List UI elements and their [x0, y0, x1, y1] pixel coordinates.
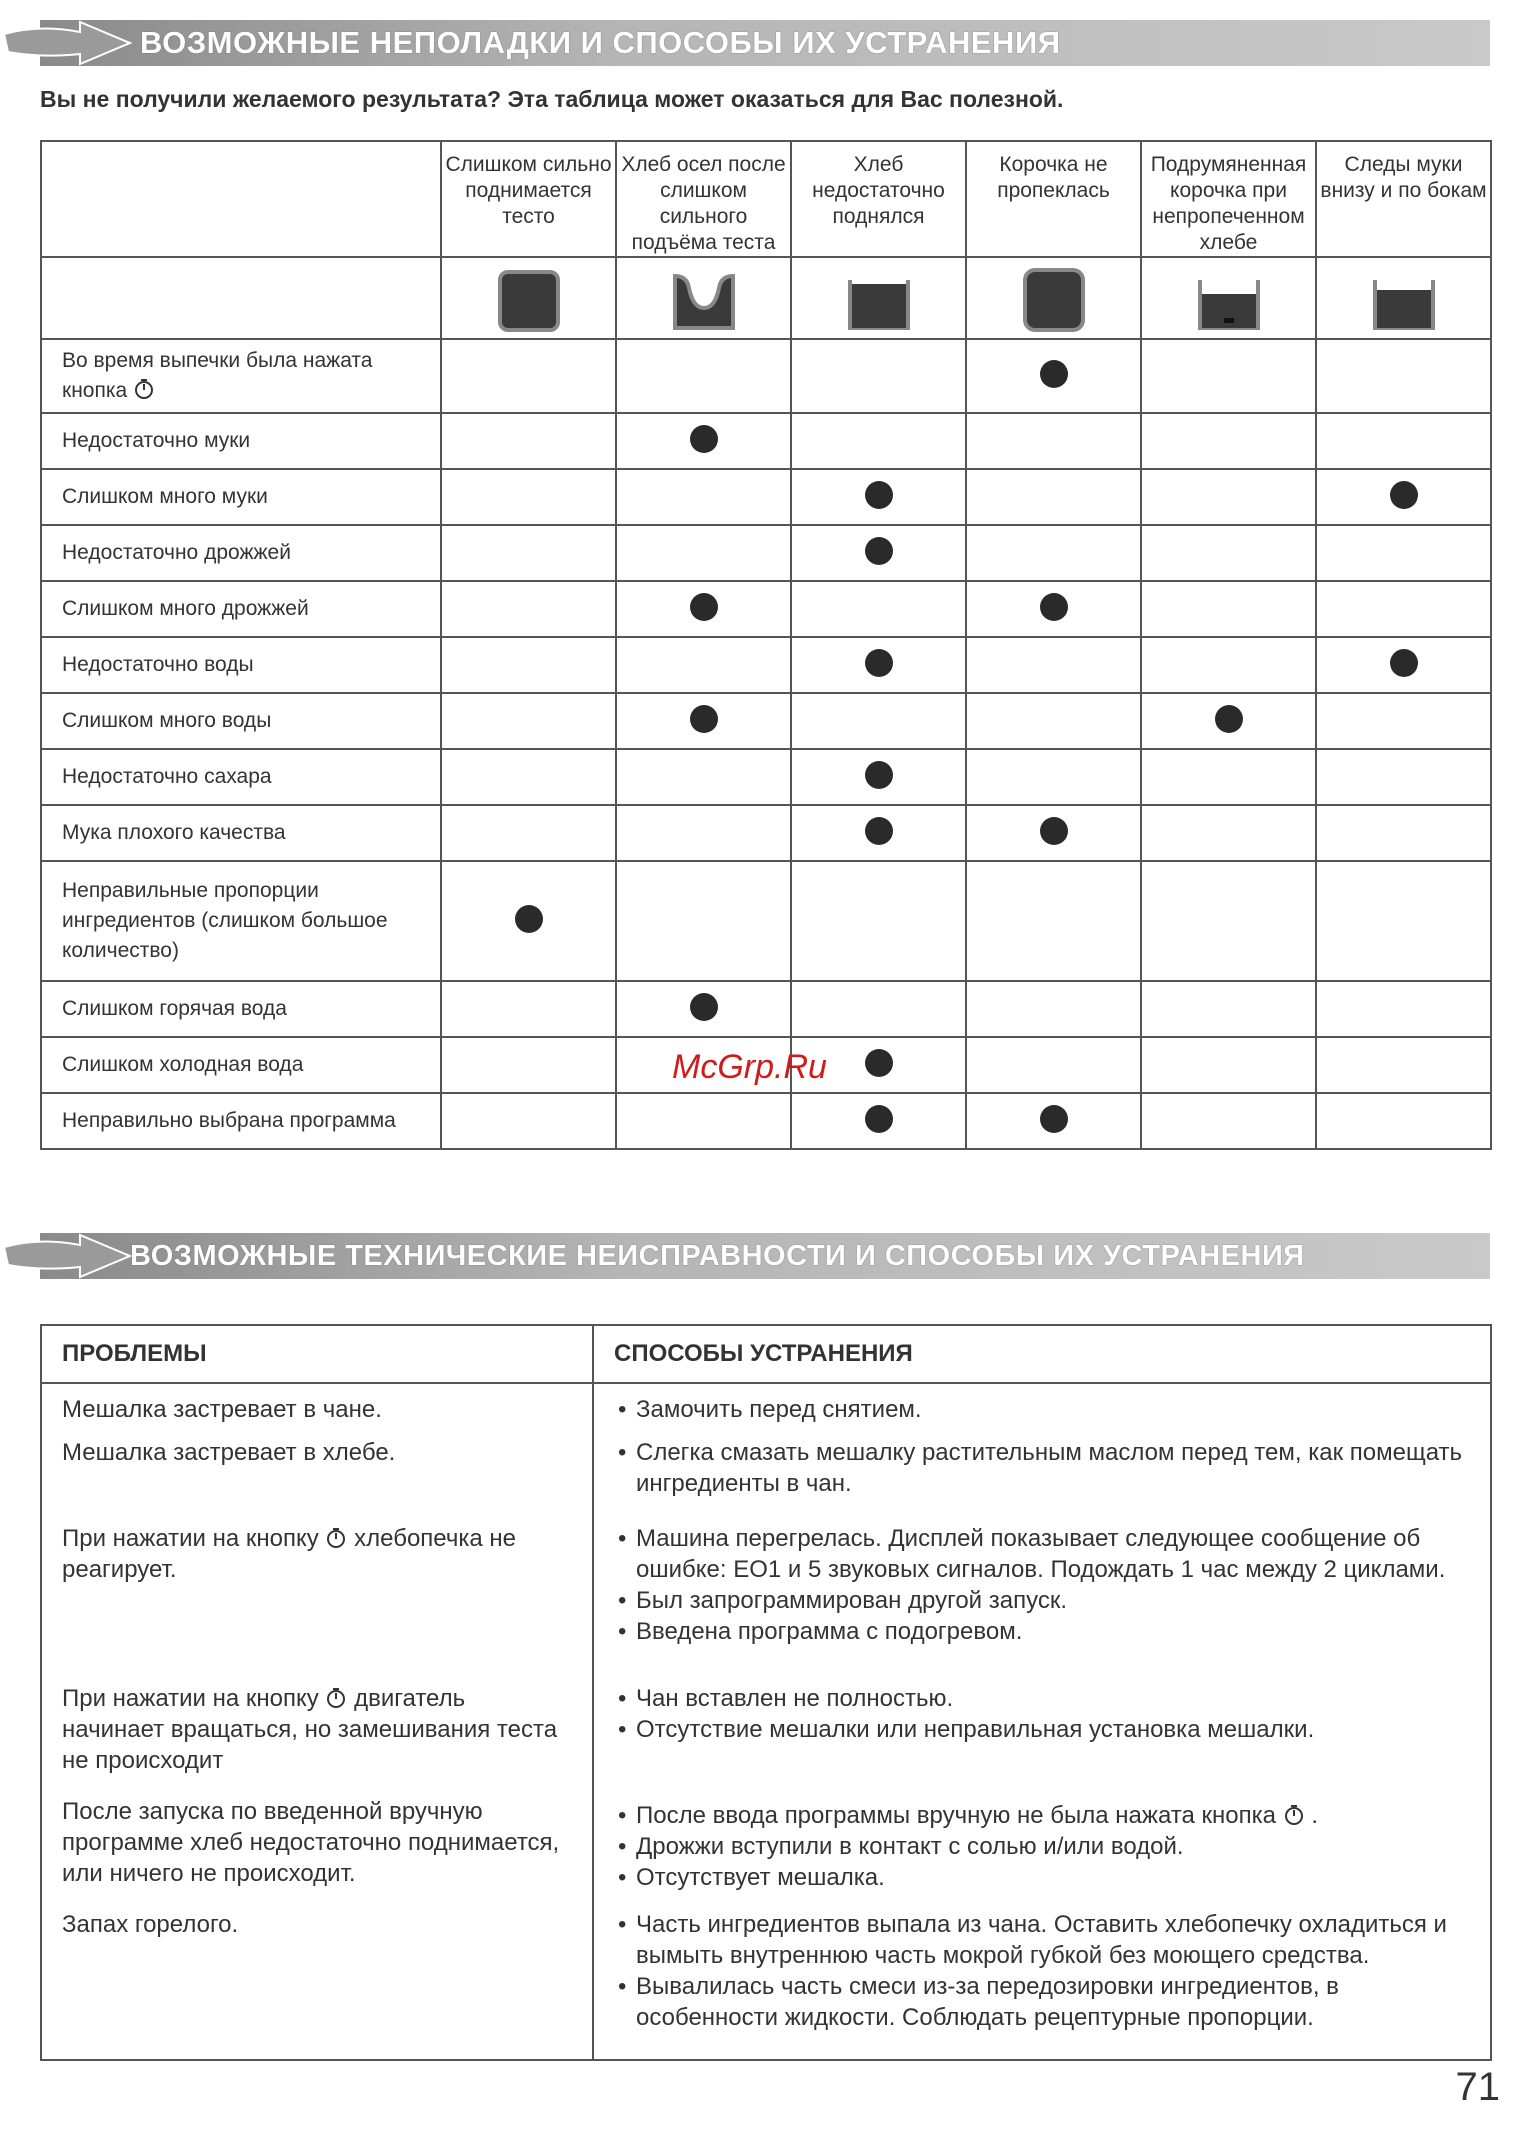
column-header: Следы муки внизу и по бокам	[1316, 141, 1491, 257]
mark-cell	[966, 339, 1141, 413]
mark-cell	[441, 981, 616, 1037]
solution-item: • Слегка смазать мешалку растительным маслом перед тем, как помещать ингредиенты в чан.	[614, 1437, 1470, 1499]
solution-list	[614, 1800, 1470, 1893]
table-row	[41, 805, 1491, 861]
cause-marker-dot	[690, 993, 718, 1021]
column-header: Слишком сильно поднимается тесто	[441, 141, 616, 257]
problem-text: двигатель начинает вращаться, но замешивания теста не происходит	[62, 1685, 558, 1774]
cause-marker-dot	[515, 905, 543, 933]
solution-item	[614, 1800, 1470, 1831]
start-stop-icon	[1283, 1804, 1305, 1826]
mark-cell	[441, 805, 616, 861]
solutions-header: СПОСОБЫ УСТРАНЕНИЯ	[593, 1325, 1491, 1383]
mark-cell	[441, 339, 616, 413]
mark-cell	[1141, 581, 1316, 637]
mark-cell	[791, 981, 966, 1037]
problems-header: ПРОБЛЕМЫ	[41, 1325, 593, 1383]
mark-cell	[1141, 525, 1316, 581]
solution-list	[614, 1523, 1470, 1647]
mark-cell	[791, 581, 966, 637]
table-row	[41, 749, 1491, 805]
mark-cell	[1141, 749, 1316, 805]
mark-cell	[1316, 339, 1491, 413]
solution-item: • Дрожжи вступили в контакт с солью и/или водой.	[614, 1831, 1470, 1862]
loaf-pale-crust-icon	[1019, 262, 1089, 334]
diagnosis-body	[41, 339, 1491, 1149]
mark-cell	[1141, 861, 1316, 981]
loaf-flour-traces-icon	[1369, 262, 1439, 334]
mark-cell	[1316, 1037, 1491, 1093]
mark-cell	[966, 861, 1141, 981]
cause-marker-dot	[1040, 360, 1068, 388]
start-stop-icon	[325, 1527, 347, 1549]
mark-cell	[616, 749, 791, 805]
mark-cell	[1141, 637, 1316, 693]
start-stop-icon	[325, 1687, 347, 1709]
mark-cell	[966, 581, 1141, 637]
cause-text: Недостаточно муки	[62, 429, 251, 452]
mark-cell	[616, 861, 791, 981]
column-header: Корочка не пропеклась	[966, 141, 1141, 257]
cause-cell	[41, 413, 441, 469]
mark-cell	[441, 469, 616, 525]
page-number: 71	[1455, 2065, 1500, 2109]
column-header: Подрумяненная корочка при непропеченном хлебе	[1141, 141, 1316, 257]
table-row	[41, 693, 1491, 749]
solution-item: • Чан вставлен не полностью.	[614, 1683, 1470, 1714]
table-row	[41, 1893, 1491, 2060]
cause-cell	[41, 637, 441, 693]
loaf-illustration	[441, 257, 616, 339]
diagnosis-table	[40, 140, 1492, 1150]
mark-cell	[966, 749, 1141, 805]
mark-cell	[1141, 413, 1316, 469]
mark-cell	[791, 339, 966, 413]
loaf-overrisen-icon	[494, 262, 564, 334]
table-row	[41, 413, 1491, 469]
solution-item: • Часть ингредиентов выпала из чана. Оставить хлебопечку охладиться и вымыть внутреннюю часть мокрой губкой без моющего средства.	[614, 1909, 1470, 1971]
cause-marker-dot	[865, 817, 893, 845]
mark-cell	[1141, 1093, 1316, 1149]
column-header: Хлеб осел после слишком сильного подъёма теста	[616, 141, 791, 257]
watermark: McGrp.Ru	[672, 1048, 827, 1086]
mark-cell	[966, 413, 1141, 469]
cause-cell	[41, 749, 441, 805]
loaf-illustration	[966, 257, 1141, 339]
cause-marker-dot	[1390, 649, 1418, 677]
solution-list	[614, 1683, 1470, 1745]
mark-cell	[966, 1037, 1141, 1093]
solution-text: После ввода программы вручную не была нажата кнопка	[636, 1802, 1276, 1829]
table-row	[41, 861, 1491, 981]
intro-text: Вы не получили желаемого результата? Эта таблица может оказаться для Вас полезной.	[40, 86, 1064, 112]
mark-cell	[441, 413, 616, 469]
cause-text: Во время выпечки была нажата кнопка	[62, 349, 373, 402]
cause-text: Слишком много муки	[62, 485, 268, 508]
cause-marker-dot	[1040, 593, 1068, 621]
solution-item: • Машина перегрелась. Дисплей показывает следующее сообщение об ошибке: ЕО1 и 5 звуковых сигналов. Подождать 1 час между 2 циклами.	[614, 1523, 1470, 1585]
mark-cell	[791, 749, 966, 805]
mark-cell	[1316, 693, 1491, 749]
cause-text: Недостаточно сахара	[62, 765, 272, 788]
cause-cell	[41, 339, 441, 413]
mark-cell	[616, 805, 791, 861]
mark-cell	[616, 581, 791, 637]
corner-cell	[41, 141, 441, 257]
cause-marker-dot	[865, 1049, 893, 1077]
cause-text: Слишком холодная вода	[62, 1053, 304, 1076]
mark-cell	[1141, 1037, 1316, 1093]
table-row	[41, 1776, 1491, 1893]
mark-cell	[441, 693, 616, 749]
cause-cell	[41, 981, 441, 1037]
table-row	[41, 1647, 1491, 1776]
mark-cell	[791, 805, 966, 861]
cause-marker-dot	[865, 761, 893, 789]
cause-marker-dot	[865, 481, 893, 509]
mark-cell	[616, 413, 791, 469]
mark-cell	[791, 413, 966, 469]
mark-cell	[966, 1093, 1141, 1149]
problem-text: После запуска по введенной вручную программе хлеб недостаточно поднимается, или ничего не происходит.	[62, 1798, 560, 1887]
table-row	[41, 1093, 1491, 1149]
table-row	[41, 469, 1491, 525]
cause-text: Недостаточно дрожжей	[62, 541, 291, 564]
mark-cell	[791, 861, 966, 981]
solution-item: • Был запрограммирован другой запуск.	[614, 1585, 1470, 1616]
arrow-icon	[0, 14, 160, 72]
mark-cell	[966, 805, 1141, 861]
problem-text: При нажатии на кнопку	[62, 1525, 319, 1552]
column-header: Хлеб недостаточно поднялся	[791, 141, 966, 257]
mark-cell	[616, 339, 791, 413]
mark-cell	[441, 749, 616, 805]
mark-cell	[966, 525, 1141, 581]
mark-cell	[1316, 413, 1491, 469]
table-row	[41, 1499, 1491, 1647]
mark-cell	[1141, 805, 1316, 861]
mark-cell	[1141, 693, 1316, 749]
mark-cell	[791, 469, 966, 525]
cause-marker-dot	[690, 425, 718, 453]
problem-text: Запах горелого.	[62, 1911, 239, 1938]
cause-cell	[41, 469, 441, 525]
cause-marker-dot	[865, 1105, 893, 1133]
loaf-illustration	[791, 257, 966, 339]
loaf-illustration	[1316, 257, 1491, 339]
cause-text: Недостаточно воды	[62, 653, 254, 676]
cause-text: Неправильные пропорции ингредиентов (слишком большое количество)	[62, 879, 388, 962]
cause-marker-dot	[690, 593, 718, 621]
mark-cell	[791, 525, 966, 581]
cause-cell	[41, 805, 441, 861]
mark-cell	[1316, 749, 1491, 805]
mark-cell	[1316, 637, 1491, 693]
problem-text: хлебопечка не реагирует.	[62, 1525, 516, 1583]
cause-cell	[41, 525, 441, 581]
corner-cell	[41, 257, 441, 339]
technical-table	[40, 1324, 1492, 2061]
solution-item: • Введена программа с подогревом.	[614, 1616, 1470, 1647]
cause-marker-dot	[690, 705, 718, 733]
cause-text: Слишком горячая вода	[62, 997, 287, 1020]
solution-list	[614, 1394, 1470, 1499]
header-row	[41, 141, 1491, 257]
cause-cell	[41, 693, 441, 749]
table-row	[41, 525, 1491, 581]
mark-cell	[441, 861, 616, 981]
cause-marker-dot	[1040, 817, 1068, 845]
cause-cell	[41, 1093, 441, 1149]
mark-cell	[1141, 469, 1316, 525]
solution-item: • Замочить перед снятием.	[614, 1394, 1470, 1425]
table-row	[41, 981, 1491, 1037]
table-row	[41, 637, 1491, 693]
mark-cell	[1316, 805, 1491, 861]
mark-cell	[616, 525, 791, 581]
mark-cell	[441, 581, 616, 637]
table-row	[41, 339, 1491, 413]
cause-cell	[41, 1037, 441, 1093]
mark-cell	[791, 1093, 966, 1149]
cause-cell	[41, 581, 441, 637]
problem-text: При нажатии на кнопку	[62, 1685, 319, 1712]
mark-cell	[1141, 981, 1316, 1037]
illustration-row	[41, 257, 1491, 339]
mark-cell	[791, 693, 966, 749]
section-title: ВОЗМОЖНЫЕ ТЕХНИЧЕСКИЕ НЕИСПРАВНОСТИ И СПОСОБЫ ИХ УСТРАНЕНИЯ	[130, 1239, 1305, 1272]
mark-cell	[966, 637, 1141, 693]
cause-marker-dot	[865, 537, 893, 565]
mark-cell	[616, 469, 791, 525]
mark-cell	[1316, 861, 1491, 981]
section-banner-technical	[0, 1227, 1490, 1285]
mark-cell	[1316, 581, 1491, 637]
loaf-browned-raw-icon	[1194, 262, 1264, 334]
mark-cell	[441, 637, 616, 693]
table-row	[41, 1383, 1491, 1499]
cause-marker-dot	[1215, 705, 1243, 733]
start-stop-icon	[133, 378, 155, 400]
mark-cell	[616, 981, 791, 1037]
solution-list	[614, 1909, 1470, 2033]
mark-cell	[966, 693, 1141, 749]
loaf-collapsed-icon	[669, 262, 739, 334]
mark-cell	[1316, 525, 1491, 581]
section-title: ВОЗМОЖНЫЕ НЕПОЛАДКИ И СПОСОБЫ ИХ УСТРАНЕНИЯ	[140, 25, 1061, 60]
cause-marker-dot	[1040, 1105, 1068, 1133]
solution-item: • Отсутствует мешалка.	[614, 1862, 1470, 1893]
mark-cell	[1316, 1093, 1491, 1149]
cause-text: Слишком много дрожжей	[62, 597, 309, 620]
mark-cell	[441, 1093, 616, 1149]
cause-text: Слишком много воды	[62, 709, 272, 732]
mark-cell	[1316, 981, 1491, 1037]
cause-text: Неправильно выбрана программа	[62, 1109, 396, 1132]
mark-cell	[791, 637, 966, 693]
mark-cell	[441, 1037, 616, 1093]
mark-cell	[616, 693, 791, 749]
loaf-illustration	[1141, 257, 1316, 339]
cause-text: Мука плохого качества	[62, 821, 286, 844]
problem-text: Мешалка застревает в хлебе.	[62, 1439, 396, 1466]
mark-cell	[616, 1093, 791, 1149]
cause-marker-dot	[1390, 481, 1418, 509]
cause-cell	[41, 861, 441, 981]
mark-cell	[616, 637, 791, 693]
cause-marker-dot	[865, 649, 893, 677]
header-row	[41, 1325, 1491, 1383]
mark-cell	[1316, 469, 1491, 525]
mark-cell	[1141, 339, 1316, 413]
loaf-underrisen-icon	[844, 262, 914, 334]
loaf-illustration	[616, 257, 791, 339]
mark-cell	[441, 525, 616, 581]
mark-cell	[966, 469, 1141, 525]
section-banner-troubleshooting	[0, 14, 1490, 72]
solution-text: .	[1311, 1802, 1318, 1829]
problem-text: Мешалка застревает в чане.	[62, 1396, 382, 1423]
solution-item: • Вывалилась часть смеси из-за передозировки ингредиентов, в особенности жидкости. Соблюдать рецептурные пропорции.	[614, 1971, 1470, 2033]
table-row	[41, 581, 1491, 637]
mark-cell	[966, 981, 1141, 1037]
solution-item: • Отсутствие мешалки или неправильная установка мешалки.	[614, 1714, 1470, 1745]
